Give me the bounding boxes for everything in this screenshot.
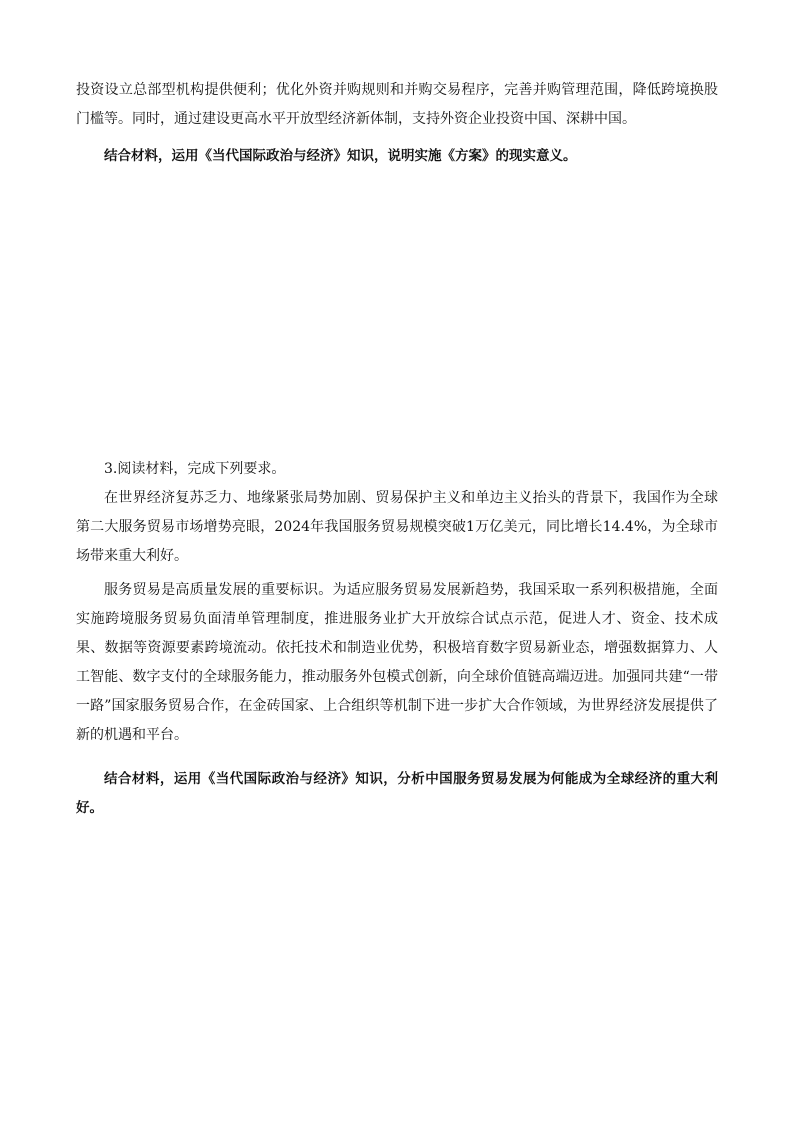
- section3-paragraph-2: 服务贸易是高质量发展的重要标识。为适应服务贸易发展新趋势，我国采取一系列积极措施，全面实施跨境服务贸易负面清单管理制度，推进服务业扩大开放综合试点示范，促进人才、资金、技术成果、数据等资源要素跨境流动。依托技术和制造业优势，积极培育数字贸易新业态，增强数据算力、人工智能、数字支付的全球服务能力，推动服务外包模式创新，向全球价值链高端迈进。加强同共建“一带一路”国家服务贸易合作，在金砖国家、上合组织等机制下进一步扩大合作领域，为世界经济发展提供了新的机遇和平台。: [76, 582, 718, 743]
- section2-material-paragraph: 投资设立总部型机构提供便利；优化外资并购规则和并购交易程序，完善并购管理范围，降低跨境换股门槛等。同时，通过建设更高水平开放型经济新体制，支持外资企业投资中国、深耕中国。: [76, 82, 718, 127]
- section2-question: 结合材料，运用《当代国际政治与经济》知识，说明实施《方案》的现实意义。: [104, 148, 577, 164]
- section3-heading: 3.阅读材料，完成下列要求。: [104, 461, 286, 477]
- section3-question: 结合材料，运用《当代国际政治与经济》知识，分析中国服务贸易发展为何能成为全球经济的重大利好。: [76, 771, 718, 816]
- section3-paragraph-1: 在世界经济复苏乏力、地缘紧张局势加剧、贸易保护主义和单边主义抬头的背景下，我国作为全球第二大服务贸易市场增势亮眼，2024年我国服务贸易规模突破1万亿美元，同比增长14.4%，为全球市场带来重大利好。: [76, 490, 718, 564]
